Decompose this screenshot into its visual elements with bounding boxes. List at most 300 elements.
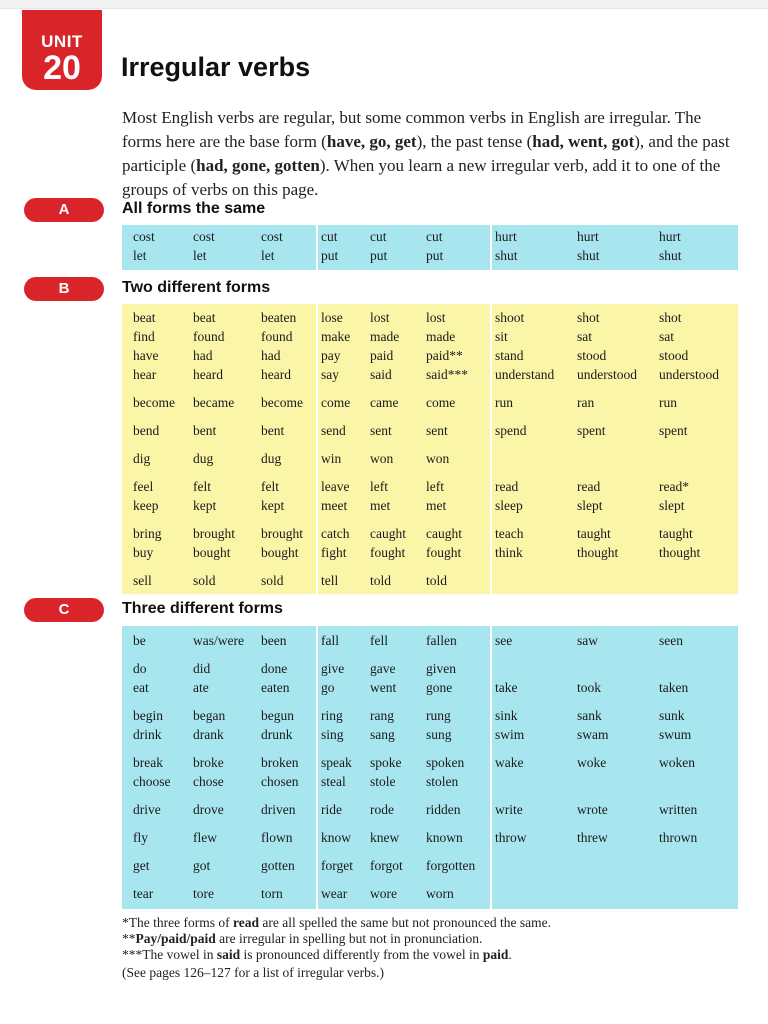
verb-row <box>492 828 738 848</box>
past-tense: shot <box>577 310 600 325</box>
past-participle: written <box>659 802 698 817</box>
unit-label: UNIT <box>41 32 83 51</box>
verb-row <box>492 477 738 497</box>
base-form: wake <box>495 755 524 770</box>
past-tense: went <box>370 680 397 695</box>
past-tense: paid <box>370 348 394 363</box>
past-tense: became <box>193 395 235 410</box>
verb-row <box>122 496 314 516</box>
base-form: cut <box>321 229 338 244</box>
see-pages-note: (See pages 126–127 for a list of irregular verbs.) <box>122 965 385 980</box>
past-participle: hurt <box>659 229 681 244</box>
base-form: drive <box>133 802 161 817</box>
footnote-bold: Pay/paid/paid <box>135 931 216 946</box>
past-participle: dug <box>261 451 282 466</box>
past-participle: taken <box>659 680 689 695</box>
past-tense: came <box>370 395 399 410</box>
verb-row <box>122 327 314 347</box>
footnote-text: is pronounced differently from the vowel in <box>240 947 483 962</box>
intro-bold: had, gone, gotten <box>196 156 320 175</box>
past-participle: been <box>261 633 287 648</box>
past-tense: sold <box>193 573 216 588</box>
past-tense: shut <box>577 248 600 263</box>
past-tense: drank <box>193 727 224 742</box>
base-form: find <box>133 329 155 344</box>
footnote-bold: read <box>232 915 259 930</box>
base-form: bring <box>133 526 162 541</box>
base-form: read <box>495 479 519 494</box>
base-form: drink <box>133 727 162 742</box>
past-participle: caught <box>426 526 462 541</box>
past-participle: beaten <box>261 310 297 325</box>
base-form: send <box>321 423 346 438</box>
past-tense: sank <box>577 708 602 723</box>
verb-row <box>318 327 488 347</box>
past-participle: stood <box>659 348 689 363</box>
past-participle: sent <box>426 423 448 438</box>
verb-row <box>318 421 488 441</box>
past-tense: cost <box>193 229 215 244</box>
verb-row <box>492 631 738 651</box>
past-participle: shut <box>659 248 682 263</box>
footnote-bold: paid <box>482 947 509 962</box>
past-tense: saw <box>577 633 598 648</box>
base-form: run <box>495 395 513 410</box>
verb-row <box>492 346 738 366</box>
past-tense: left <box>370 479 388 494</box>
section-a-badge: A <box>24 198 104 222</box>
past-participle: gotten <box>261 858 295 873</box>
past-tense: flew <box>193 830 217 845</box>
past-tense: did <box>193 661 211 676</box>
base-form: meet <box>321 498 348 513</box>
past-tense: thought <box>577 545 619 560</box>
past-tense: swam <box>577 727 609 742</box>
verb-row <box>318 725 488 745</box>
footnote-text: are irregular in spelling but not in pronunciation. <box>215 931 483 946</box>
past-participle: given <box>426 661 456 676</box>
footnote-text: ** <box>122 931 136 946</box>
verb-row <box>318 477 488 497</box>
base-form: win <box>321 451 342 466</box>
base-form: forget <box>321 858 353 873</box>
past-tense: drove <box>193 802 224 817</box>
past-participle: bent <box>261 423 285 438</box>
past-tense: cut <box>370 229 387 244</box>
past-tense: bought <box>193 545 231 560</box>
base-form: bend <box>133 423 160 438</box>
base-form: give <box>321 661 345 676</box>
footnotes <box>122 915 742 981</box>
base-form: know <box>321 830 351 845</box>
verb-row <box>318 753 488 773</box>
past-participle: woken <box>659 755 695 770</box>
group-divider <box>316 304 318 594</box>
base-form: tear <box>133 886 154 901</box>
past-participle: chosen <box>261 774 299 789</box>
verb-row <box>122 856 314 876</box>
past-tense: was/were <box>193 633 244 648</box>
past-participle: drunk <box>261 727 293 742</box>
verb-row <box>318 856 488 876</box>
verb-row <box>492 421 738 441</box>
base-form: let <box>133 248 147 263</box>
base-form: dig <box>133 451 151 466</box>
verb-row <box>492 753 738 773</box>
verb-row <box>122 393 314 413</box>
past-participle: stolen <box>426 774 459 789</box>
base-form: pay <box>321 348 341 363</box>
past-tense: lost <box>370 310 390 325</box>
base-form: choose <box>133 774 171 789</box>
intro-bold: had, went, got <box>532 132 635 151</box>
past-tense: told <box>370 573 392 588</box>
past-tense: ate <box>193 680 209 695</box>
past-participle: eaten <box>261 680 290 695</box>
verb-row <box>318 365 488 385</box>
base-form: swim <box>495 727 525 742</box>
past-tense: said <box>370 367 392 382</box>
past-participle: taught <box>659 526 693 541</box>
past-tense: sent <box>370 423 392 438</box>
past-tense: made <box>370 329 400 344</box>
past-tense: stole <box>370 774 396 789</box>
verb-row <box>318 772 488 792</box>
past-tense: broke <box>193 755 224 770</box>
past-tense: found <box>193 329 225 344</box>
unit-badge <box>22 10 102 90</box>
past-participle: come <box>426 395 456 410</box>
verb-row <box>318 496 488 516</box>
past-participle: run <box>659 395 677 410</box>
base-form: write <box>495 802 523 817</box>
verb-row <box>492 246 738 266</box>
verb-row <box>122 828 314 848</box>
verb-row <box>318 659 488 679</box>
page-title: Irregular verbs <box>121 52 311 82</box>
past-participle: read* <box>659 479 689 494</box>
base-form: hear <box>133 367 157 382</box>
verb-column-group-1 <box>122 304 314 594</box>
base-form: say <box>321 367 339 382</box>
past-participle: put <box>426 248 444 263</box>
past-tense: ran <box>577 395 595 410</box>
verb-row <box>122 524 314 544</box>
past-participle: done <box>261 661 288 676</box>
base-form: take <box>495 680 518 695</box>
footnote-text: *The three forms of <box>122 915 233 930</box>
base-form: leave <box>321 479 350 494</box>
base-form: beat <box>133 310 156 325</box>
group-divider <box>490 304 492 594</box>
base-form: understand <box>495 367 555 382</box>
footnote-said <box>122 947 742 963</box>
past-tense: caught <box>370 526 406 541</box>
verb-row <box>122 571 314 591</box>
base-form: cost <box>133 229 155 244</box>
past-participle: spoken <box>426 755 465 770</box>
verb-row <box>122 477 314 497</box>
base-form: throw <box>495 830 527 845</box>
past-participle: gone <box>426 680 453 695</box>
base-form: sit <box>495 329 508 344</box>
verb-row <box>122 706 314 726</box>
base-form: feel <box>133 479 154 494</box>
past-participle: left <box>426 479 444 494</box>
section-b-badge: B <box>24 277 104 301</box>
past-tense: chose <box>193 774 224 789</box>
intro-text: ), and the past participle ( <box>122 132 730 175</box>
past-participle: sung <box>426 727 452 742</box>
past-tense: rode <box>370 802 394 817</box>
past-tense: heard <box>193 367 223 382</box>
past-participle: found <box>261 329 293 344</box>
past-tense: forgot <box>370 858 403 873</box>
footnote-paid <box>122 931 742 947</box>
verb-row <box>492 365 738 385</box>
verb-column-group-3 <box>492 225 738 270</box>
base-form: put <box>321 248 339 263</box>
past-tense: met <box>370 498 391 513</box>
past-participle: flown <box>261 830 293 845</box>
base-form: steal <box>321 774 346 789</box>
past-tense: hurt <box>577 229 599 244</box>
past-participle: said*** <box>426 367 468 382</box>
base-form: teach <box>495 526 524 541</box>
past-tense: wore <box>370 886 397 901</box>
past-participle: worn <box>426 886 454 901</box>
group-divider <box>316 626 318 909</box>
verb-row <box>122 631 314 651</box>
past-tense: kept <box>193 498 217 513</box>
past-participle: sold <box>261 573 284 588</box>
past-tense: put <box>370 248 388 263</box>
verb-row <box>318 706 488 726</box>
past-tense: won <box>370 451 394 466</box>
past-tense: had <box>193 348 213 363</box>
past-participle: thrown <box>659 830 698 845</box>
verb-row <box>318 449 488 469</box>
past-participle: paid** <box>426 348 463 363</box>
verb-row <box>492 227 738 247</box>
past-tense: sang <box>370 727 395 742</box>
past-participle: bought <box>261 545 299 560</box>
base-form: fly <box>133 830 148 845</box>
base-form: have <box>133 348 159 363</box>
past-participle: understood <box>659 367 719 382</box>
past-participle: made <box>426 329 456 344</box>
verb-row <box>318 524 488 544</box>
past-participle: heard <box>261 367 291 382</box>
intro-text: Most English verbs are regular, but some common verbs in English are irregular. The forms here are the base form ( <box>122 108 702 151</box>
verb-row <box>492 496 738 516</box>
verb-row <box>122 800 314 820</box>
past-tense: spoke <box>370 755 402 770</box>
base-form: buy <box>133 545 154 560</box>
verb-row <box>492 800 738 820</box>
verb-row <box>492 725 738 745</box>
verb-row <box>122 365 314 385</box>
verb-row <box>492 393 738 413</box>
unit-number: 20 <box>43 49 81 87</box>
base-form: begin <box>133 708 163 723</box>
intro-paragraph <box>122 106 737 202</box>
base-form: ride <box>321 802 342 817</box>
verb-row <box>318 346 488 366</box>
verb-row <box>122 246 314 266</box>
past-participle: lost <box>426 310 446 325</box>
past-participle: had <box>261 348 281 363</box>
base-form: spend <box>495 423 527 438</box>
past-tense: wrote <box>577 802 608 817</box>
base-form: shut <box>495 248 518 263</box>
past-tense: felt <box>193 479 211 494</box>
base-form: eat <box>133 680 149 695</box>
verb-row <box>318 571 488 591</box>
past-participle: felt <box>261 479 279 494</box>
past-participle: become <box>261 395 303 410</box>
base-form: tell <box>321 573 339 588</box>
past-participle: told <box>426 573 448 588</box>
past-tense: fell <box>370 633 388 648</box>
footnote-text: . <box>508 947 512 962</box>
verb-column-group-1 <box>122 225 314 270</box>
base-form: be <box>133 633 146 648</box>
base-form: sell <box>133 573 152 588</box>
verb-row <box>122 884 314 904</box>
base-form: go <box>321 680 335 695</box>
footnote-text: ***The vowel in <box>122 947 217 962</box>
verb-row <box>318 828 488 848</box>
verb-row <box>318 631 488 651</box>
footnote-bold: said <box>216 947 241 962</box>
base-form: stand <box>495 348 524 363</box>
verb-column-group-2 <box>318 225 488 270</box>
past-participle: brought <box>261 526 303 541</box>
past-tense: understood <box>577 367 637 382</box>
verb-row <box>122 772 314 792</box>
past-tense: fought <box>370 545 406 560</box>
past-tense: rang <box>370 708 394 723</box>
section-a-table <box>122 225 738 270</box>
verb-column-group-1 <box>122 626 314 909</box>
past-tense: dug <box>193 451 214 466</box>
verb-row <box>318 800 488 820</box>
past-participle: driven <box>261 802 296 817</box>
past-participle: cost <box>261 229 283 244</box>
base-form: think <box>495 545 523 560</box>
past-tense: sat <box>577 329 592 344</box>
verb-row <box>318 884 488 904</box>
base-form: fall <box>321 633 339 648</box>
past-participle: begun <box>261 708 294 723</box>
footnote-text: are all spelled the same but not pronounced the same. <box>258 915 551 930</box>
past-tense: got <box>193 858 211 873</box>
past-participle: broken <box>261 755 299 770</box>
verb-row <box>318 678 488 698</box>
base-form: keep <box>133 498 159 513</box>
past-participle: sunk <box>659 708 685 723</box>
past-participle: met <box>426 498 447 513</box>
base-form: sink <box>495 708 518 723</box>
base-form: get <box>133 858 150 873</box>
past-tense: taught <box>577 526 611 541</box>
past-tense: spent <box>577 423 606 438</box>
past-tense: threw <box>577 830 608 845</box>
past-tense: bent <box>193 423 217 438</box>
past-tense: let <box>193 248 207 263</box>
base-form: catch <box>321 526 350 541</box>
past-tense: read <box>577 479 601 494</box>
intro-bold: have, go, get <box>326 132 417 151</box>
base-form: sing <box>321 727 344 742</box>
past-participle: kept <box>261 498 285 513</box>
past-participle: swum <box>659 727 692 742</box>
base-form: shoot <box>495 310 525 325</box>
verb-row <box>122 678 314 698</box>
past-participle: forgotten <box>426 858 476 873</box>
verb-row <box>122 227 314 247</box>
base-form: sleep <box>495 498 523 513</box>
verb-row <box>122 449 314 469</box>
base-form: ring <box>321 708 343 723</box>
base-form: speak <box>321 755 352 770</box>
group-divider <box>490 225 492 270</box>
verb-column-group-3 <box>492 304 738 594</box>
section-c-badge: C <box>24 598 104 622</box>
past-tense: tore <box>193 886 214 901</box>
verb-row <box>122 308 314 328</box>
past-tense: woke <box>577 755 607 770</box>
section-a-title: All forms the same <box>122 200 266 217</box>
past-participle: fought <box>426 545 462 560</box>
section-c-title: Three different forms <box>122 600 283 617</box>
past-tense: beat <box>193 310 216 325</box>
verb-row <box>318 308 488 328</box>
verb-row <box>318 543 488 563</box>
past-tense: gave <box>370 661 396 676</box>
base-form: see <box>495 633 513 648</box>
past-tense: knew <box>370 830 400 845</box>
verb-row <box>492 678 738 698</box>
top-edge <box>0 0 768 9</box>
verb-row <box>492 706 738 726</box>
past-participle: spent <box>659 423 688 438</box>
base-form: do <box>133 661 147 676</box>
verb-column-group-2 <box>318 626 488 909</box>
verb-row <box>122 421 314 441</box>
verb-row <box>122 346 314 366</box>
past-tense: brought <box>193 526 235 541</box>
past-participle: won <box>426 451 450 466</box>
footnote-read <box>122 915 742 931</box>
base-form: make <box>321 329 351 344</box>
past-participle: rung <box>426 708 451 723</box>
verb-column-group-2 <box>318 304 488 594</box>
verb-row <box>492 308 738 328</box>
past-participle: fallen <box>426 633 457 648</box>
section-b-table <box>122 304 738 594</box>
verb-row <box>122 725 314 745</box>
verb-row <box>492 543 738 563</box>
base-form: hurt <box>495 229 517 244</box>
past-participle: known <box>426 830 463 845</box>
past-participle: seen <box>659 633 683 648</box>
past-tense: slept <box>577 498 603 513</box>
past-participle: thought <box>659 545 701 560</box>
past-participle: sat <box>659 329 674 344</box>
past-tense: took <box>577 680 602 695</box>
